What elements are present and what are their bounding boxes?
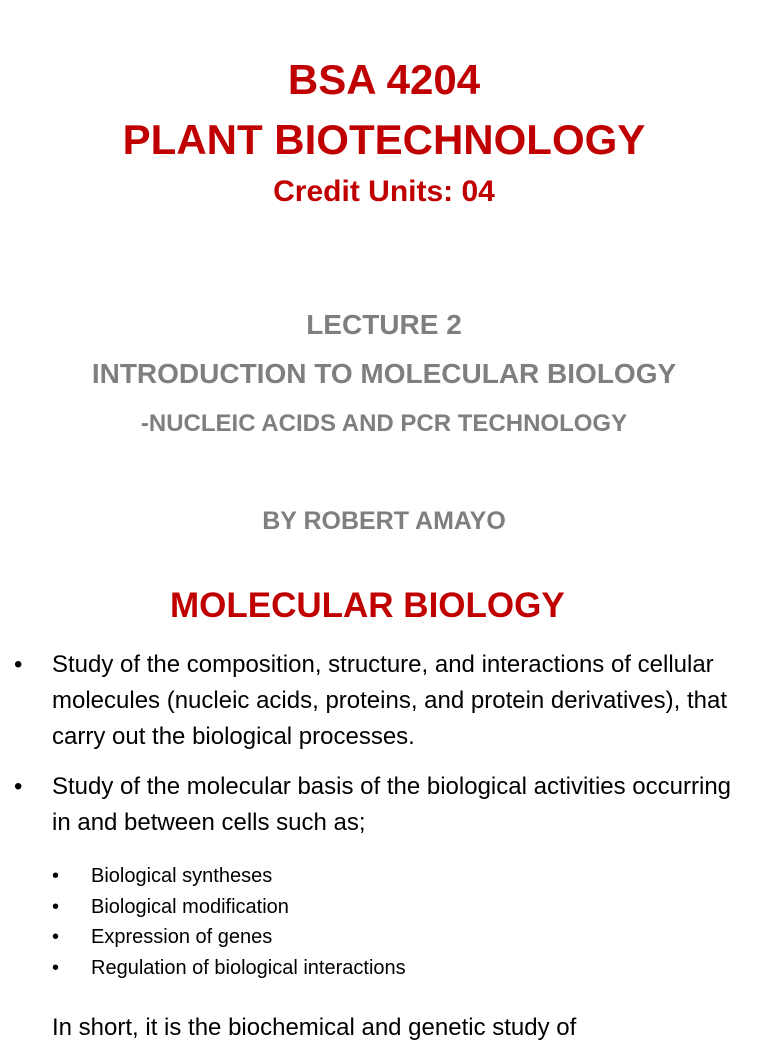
credit-units: Credit Units: 04	[273, 175, 495, 208]
bullet-text: Study of the molecular basis of the biological activities occurring in and between cells such as;	[52, 773, 732, 836]
sub-bullet-item	[0, 922, 768, 953]
sub-bullet-text: Expression of genes	[91, 926, 273, 948]
sub-bullet-text: Biological modification	[91, 895, 289, 918]
sub-bullet-text: Regulation of biological interactions	[91, 956, 406, 979]
bullet-dot-icon: •	[52, 926, 60, 948]
lecture-topic: INTRODUCTION TO MOLECULAR BIOLOGY	[91, 358, 677, 389]
lecture-author: BY ROBERT AMAYO	[262, 507, 506, 535]
bullet-dot-icon: •	[52, 895, 60, 918]
bullet-list	[0, 647, 768, 855]
lecture-number: LECTURE 2	[306, 309, 462, 340]
sub-bullet-item	[0, 953, 768, 984]
bullet-item	[0, 647, 768, 755]
bullet-text: Study of the composition, structure, and interactions of cellular molecules (nucleic acids, proteins, and protein derivatives), that carry out the biological processes.	[52, 651, 727, 750]
bullet-dot-icon: •	[52, 865, 60, 887]
slide-heading: MOLECULAR BIOLOGY	[170, 586, 565, 625]
cut-off-text: In short, it is the biochemical and genetic study of	[52, 1014, 577, 1041]
bullet-dot-icon: •	[52, 956, 60, 979]
sub-bullet-text: Biological syntheses	[91, 865, 273, 887]
course-title: PLANT BIOTECHNOLOGY	[122, 116, 646, 163]
content-slide	[0, 565, 768, 1041]
sub-bullet-item	[0, 861, 768, 892]
bullet-item	[0, 769, 768, 841]
bullet-dot-icon: •	[14, 651, 23, 678]
course-code: BSA 4204	[287, 56, 481, 103]
bullet-dot-icon: •	[14, 773, 23, 800]
lecture-subtopic: -NUCLEIC ACIDS AND PCR TECHNOLOGY	[140, 410, 628, 437]
sub-bullet-list	[0, 861, 768, 983]
sub-bullet-item	[0, 892, 768, 923]
